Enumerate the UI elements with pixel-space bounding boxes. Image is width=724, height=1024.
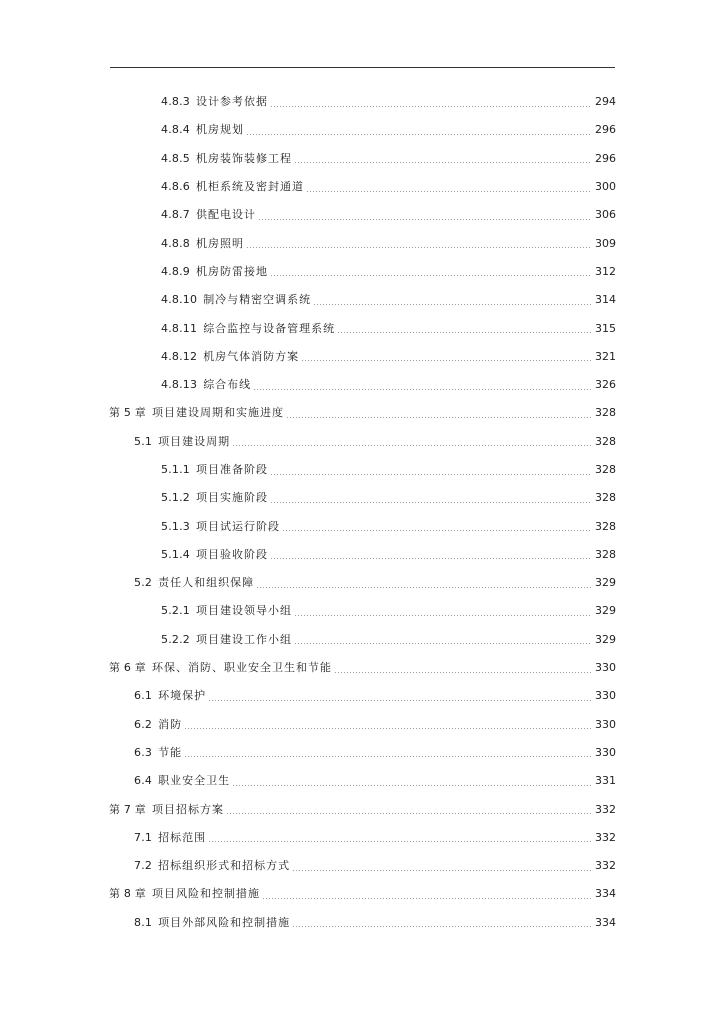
toc-entry-page-number: 328 [595,547,616,561]
toc-entry-number: 4.8.9 [161,264,190,278]
toc-entry-page-number: 334 [595,915,616,929]
toc-entry-title: 综合监控与设备管理系统 [203,321,336,335]
toc-entry[interactable] [0,569,724,597]
toc-entry-number: 7.1 [134,830,153,844]
dot-leader [270,502,592,503]
toc-entry-title: 职业安全卫生 [158,774,231,788]
toc-entry[interactable] [0,880,724,908]
toc-entry-title: 供配电设计 [196,208,256,222]
toc-entry-title: 节能 [158,745,183,759]
toc-entry-page-number: 296 [595,123,616,137]
toc-entry[interactable] [0,229,724,257]
toc-entry-number: 4.8.11 [161,321,198,335]
toc-entry-number: 4.8.4 [161,123,190,137]
toc-entry[interactable] [0,314,724,342]
toc-entry-number: 4.8.3 [161,95,190,109]
toc-entry-page-number: 328 [595,463,616,476]
dot-leader [270,558,592,559]
toc-entry-number: 第 8 章 [109,887,146,901]
toc-entry-number: 6.1 [134,689,153,703]
toc-entry-title: 项目准备阶段 [196,463,268,476]
dot-leader [313,304,592,305]
toc-entry-number: 5.1 [134,434,153,448]
toc-entry-page-number: 296 [595,151,616,165]
toc-entry[interactable] [0,597,724,625]
toc-entry-page-number: 329 [595,576,616,590]
toc-entry-page-number: 312 [595,264,616,278]
dot-leader [286,417,592,418]
dot-leader [292,926,592,927]
toc-entry[interactable] [0,654,724,682]
toc-entry-title: 项目风险和控制措施 [152,887,260,901]
toc-entry-title: 项目试运行阶段 [196,519,280,533]
toc-entry[interactable] [0,201,724,229]
toc-entry-number: 8.1 [134,915,153,929]
toc-entry[interactable] [0,512,724,540]
toc-entry-number: 4.8.10 [161,293,198,307]
toc-entry-number: 4.8.7 [161,208,190,222]
toc-entry[interactable] [0,371,724,399]
dot-leader [256,587,592,588]
toc-entry-page-number: 329 [595,604,616,618]
toc-entry-title: 综合布线 [203,378,252,392]
toc-entry-number: 第 7 章 [109,802,146,816]
toc-entry-number: 第 5 章 [109,406,146,420]
toc-entry-page-number: 315 [595,321,616,335]
toc-entry-title: 机柜系统及密封通道 [196,180,304,194]
toc-entry-page-number: 332 [595,859,616,873]
dot-leader [270,474,592,475]
dot-leader [208,841,592,842]
toc-entry-page-number: 331 [595,774,616,788]
dot-leader [232,445,592,446]
toc-entry-title: 机房装饰装修工程 [196,151,292,165]
toc-entry-title: 制冷与精密空调系统 [203,293,312,307]
toc-entry-number: 6.2 [134,717,153,731]
dot-leader [270,275,592,276]
dot-leader [337,332,592,333]
header-rule [110,67,615,68]
dot-leader [253,389,592,390]
toc-entry[interactable] [0,541,724,569]
dot-leader [232,785,592,786]
toc-entry-title: 机房气体消防方案 [203,349,300,363]
dot-leader [334,672,592,673]
toc-entry-number: 6.4 [134,774,153,788]
toc-entry[interactable] [0,795,724,823]
toc-entry[interactable] [0,88,724,116]
toc-entry-number: 第 6 章 [109,661,146,675]
toc-entry[interactable] [0,116,724,144]
dot-leader [184,756,592,757]
toc-entry-page-number: 314 [595,293,616,307]
toc-entry[interactable] [0,824,724,852]
toc-entry-number: 5.1.2 [161,491,190,505]
toc-entry[interactable] [0,173,724,201]
toc-entry-page-number: 330 [595,689,616,703]
toc-entry-page-number: 332 [595,802,616,816]
dot-leader [294,615,592,616]
toc-entry[interactable] [0,739,724,767]
toc-entry[interactable] [0,456,724,484]
toc-entry-title: 项目建设工作小组 [196,632,292,646]
toc-entry-title: 项目实施阶段 [196,491,268,505]
toc-entry-page-number: 330 [595,745,616,759]
toc-entry-title: 项目建设周期和实施进度 [152,406,284,420]
toc-entry-number: 6.3 [134,745,153,759]
toc-entry-page-number: 330 [595,661,616,675]
toc-entry[interactable] [0,343,724,371]
toc-entry[interactable] [0,428,724,456]
toc-entry[interactable] [0,909,724,937]
toc-entry[interactable] [0,258,724,286]
toc-entry-title: 招标范围 [158,830,207,844]
toc-entry-title: 项目外部风险和控制措施 [158,915,291,929]
toc-entry-page-number: 328 [595,406,616,420]
toc-entry-title: 项目验收阶段 [196,547,268,561]
table-of-contents [0,88,724,937]
toc-entry[interactable] [0,711,724,739]
toc-entry[interactable] [0,767,724,795]
toc-entry-number: 5.2 [134,576,153,590]
dot-leader [292,870,592,871]
toc-entry-page-number: 306 [595,208,616,222]
toc-entry-number: 5.1.1 [161,463,190,476]
toc-entry-page-number: 332 [595,830,616,844]
toc-entry-number: 4.8.13 [161,378,198,392]
toc-entry-page-number: 329 [595,632,616,646]
dot-leader [294,162,592,163]
toc-entry-number: 5.2.2 [161,632,190,646]
dot-leader [270,106,592,107]
toc-entry-title: 消防 [158,717,183,731]
toc-entry-page-number: 300 [595,180,616,194]
toc-entry-page-number: 328 [595,434,616,448]
toc-entry-page-number: 334 [595,887,616,901]
toc-entry[interactable] [0,852,724,880]
toc-entry-title: 项目建设周期 [158,434,231,448]
toc-entry-title: 项目建设领导小组 [196,604,292,618]
toc-entry-title: 项目招标方案 [152,802,224,816]
toc-entry-page-number: 328 [595,519,616,533]
toc-entry-page-number: 309 [595,236,616,250]
toc-entry-number: 4.8.8 [161,236,190,250]
toc-entry-title: 设计参考依据 [196,95,268,109]
toc-entry-number: 4.8.12 [161,349,198,363]
toc-entry-title: 环保、消防、职业安全卫生和节能 [152,661,332,675]
toc-entry-title: 环境保护 [158,689,207,703]
dot-leader [184,728,592,729]
dot-leader [258,219,592,220]
toc-entry-page-number: 294 [595,95,616,109]
toc-entry-title: 机房防雷接地 [196,264,268,278]
toc-entry-title: 招标组织形式和招标方式 [158,859,291,873]
dot-leader [294,643,592,644]
toc-entry-page-number: 326 [595,378,616,392]
dot-leader [246,247,592,248]
toc-entry-page-number: 321 [595,349,616,363]
toc-entry[interactable] [0,682,724,710]
toc-entry-title: 机房规划 [196,123,244,137]
toc-entry[interactable] [0,484,724,512]
toc-entry[interactable] [0,399,724,427]
dot-leader [226,813,592,814]
dot-leader [246,134,592,135]
dot-leader [282,530,592,531]
toc-entry-number: 5.1.4 [161,547,190,561]
dot-leader [262,898,592,899]
toc-entry-number: 5.1.3 [161,519,190,533]
dot-leader [306,191,592,192]
toc-entry-page-number: 328 [595,491,616,505]
toc-entry-number: 7.2 [134,859,153,873]
toc-entry[interactable] [0,286,724,314]
toc-entry-number: 4.8.6 [161,180,190,194]
toc-entry-number: 4.8.5 [161,151,190,165]
dot-leader [208,700,592,701]
toc-entry-title: 责任人和组织保障 [158,576,255,590]
toc-entry-title: 机房照明 [196,236,244,250]
toc-entry[interactable] [0,145,724,173]
dot-leader [301,360,592,361]
toc-entry-number: 5.2.1 [161,604,190,618]
toc-entry[interactable] [0,626,724,654]
toc-entry-page-number: 330 [595,717,616,731]
